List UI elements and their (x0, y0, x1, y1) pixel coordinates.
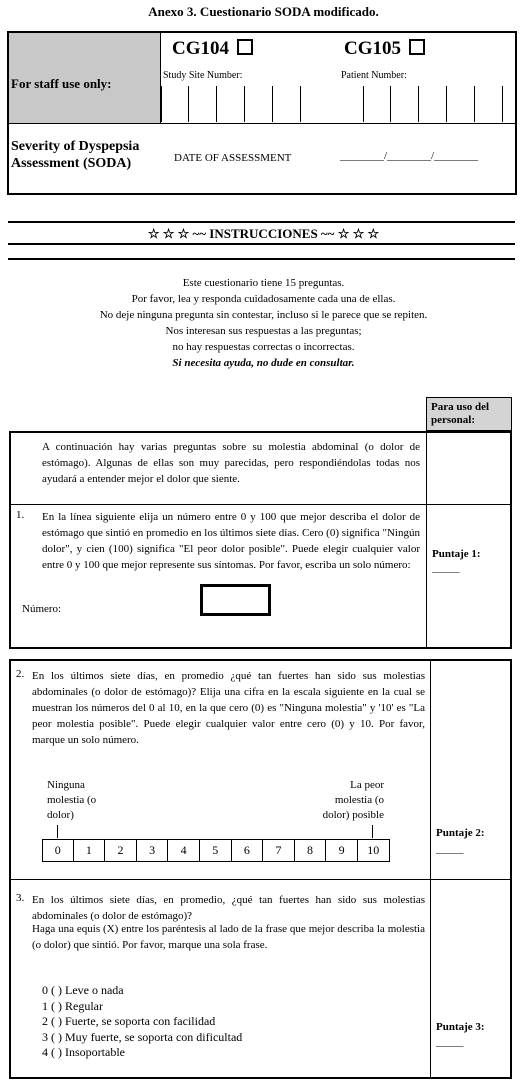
q1-score-blank[interactable]: _____ (432, 562, 460, 574)
patient-number-boxes[interactable] (363, 86, 503, 122)
q2-score-blank[interactable]: _____ (436, 843, 464, 855)
staff-column-line1: Para uso del (431, 401, 490, 413)
checkbox-icon[interactable] (409, 39, 425, 55)
table1-col-divider (426, 431, 427, 649)
q2-right-anchor (300, 778, 384, 823)
intro-text: A continuación hay varias preguntas sobre su molestia abdominal (o dolor de estómago). Algunas de ellas son muy parecidas, pero respondiéndolas todas nos ayudará a entender mejor el dolor que siente. (42, 441, 420, 485)
scale-cell[interactable]: 5 (200, 840, 232, 861)
soda-title (11, 138, 139, 172)
q2-number: 2. (16, 668, 25, 680)
study-code (172, 38, 253, 60)
q3-text: En los últimos siete días, en promedio, ¿qué tan fuertes han sido sus molestias abdominales (o dolor de estómago)? (32, 894, 425, 922)
anchor-line: dolor) posible (322, 809, 384, 821)
table1-row-divider (9, 504, 512, 505)
anchor-line: dolor) (47, 809, 74, 821)
scale-cell[interactable]: 6 (232, 840, 264, 861)
instructions-rule-mid (8, 243, 515, 245)
soda-title-line2: Assessment (SODA) (11, 156, 132, 171)
q3-score-label: Puntaje 3: (436, 1021, 485, 1033)
instructions-title: ☆ ☆ ☆ ~~ INSTRUCCIONES ~~ ☆ ☆ ☆ (147, 226, 380, 241)
scale-cell[interactable]: 3 (137, 840, 169, 861)
instructions-text (0, 275, 527, 371)
patient-number-label: Patient Number: (341, 70, 407, 81)
instruction-line: Si necesita ayuda, no dude en consultar. (172, 357, 355, 369)
patient-code (344, 38, 425, 60)
q1-answer-box[interactable] (200, 584, 271, 616)
q3-score-blank[interactable]: _____ (436, 1036, 464, 1048)
option-item[interactable]: 0 ( ) Leve o nada (42, 983, 124, 997)
q1-text: En la línea siguiente elija un número entre 0 y 100 que mejor describa el dolor de estómago que sintió en promedio en los últimos siete días. Cero (0) significa "Ningún dolor", y cien (100) significa "El peor dolor posible". Puede elegir cualquier valor entre 0 y 100 que mejor represente sus síntomas. Por favor, escriba un solo número: (42, 511, 420, 571)
staff-column-line2: personal: (431, 414, 475, 426)
q1-score-label: Puntaje 1: (432, 548, 481, 560)
caption: Anexo 3. Cuestionario SODA modificado. (148, 4, 379, 19)
instruction-line: No deje ninguna pregunta sin contestar, incluso si le parece que se repiten. (99, 309, 428, 321)
anchor-line: molestia (o (47, 794, 97, 806)
option-item[interactable]: 4 ( ) Insoportable (42, 1045, 125, 1059)
q1-answer-label: Número: (22, 603, 62, 615)
checkbox-icon[interactable] (237, 39, 253, 55)
scale-cell[interactable]: 4 (168, 840, 200, 861)
q2-text: En los últimos siete días, en promedio ¿qué tan fuertes han sido sus molestias abdominales (o dolor de estómago)? Elija una cifra en la escala siguiente en la cual se muestran los números del 0 al 10, en la que cero (0) es "Ninguna molestia" y '10' es "La peor molestia posible". Puede elegir cualquier valor entre cero (0) y 10. Por favor, marque un solo número. (32, 670, 425, 746)
option-item[interactable]: 2 ( ) Fuerte, se soporta con facilidad (42, 1014, 216, 1028)
instruction-line: Por favor, lea y responda cuidadosamente cada una de ellas. (131, 293, 396, 305)
anchor-line: La peor (350, 779, 384, 791)
soda-title-line1: Severity of Dyspepsia (11, 139, 140, 154)
staff-label: For staff use only: (11, 76, 112, 91)
patient-code-text: CG105 (344, 38, 401, 59)
study-code-text: CG104 (172, 38, 229, 59)
scale-tick-right (372, 825, 373, 838)
instruction-line: Nos interesan sus respuestas a las preguntas; (165, 325, 362, 337)
q2-scale (42, 839, 390, 862)
instructions-rule-bottom (8, 258, 515, 260)
option-item[interactable]: 1 ( ) Regular (42, 998, 103, 1013)
instruction-line: Este cuestionario tiene 15 preguntas. (182, 277, 345, 289)
scale-cell[interactable]: 2 (105, 840, 137, 861)
site-number-boxes[interactable] (161, 86, 301, 122)
scale-cell[interactable]: 0 (42, 840, 74, 861)
q3-number: 3. (16, 892, 25, 904)
scale-tick-left (57, 825, 58, 838)
q2-left-anchor (47, 778, 96, 823)
anchor-line: Ninguna (47, 779, 85, 791)
header-divider (9, 123, 515, 124)
table2-col-divider (430, 659, 431, 1079)
instruction-line: no hay respuestas correctas o incorrectas. (172, 341, 355, 353)
q3-text2: Haga una equis (X) entre los paréntesis al lado de la frase que mejor describa la molestia (o dolor) que sintió. Por favor, marque una sola frase. (32, 923, 425, 951)
scale-cell[interactable]: 1 (74, 840, 106, 861)
q3-options (42, 983, 242, 1061)
scale-cell[interactable]: 7 (263, 840, 295, 861)
date-field[interactable]: ________/________/________ (340, 150, 479, 162)
option-item[interactable]: 3 ( ) Muy fuerte, se soporta con dificultad (42, 1029, 243, 1044)
instructions-rule-top (8, 221, 515, 223)
table2-row-divider (9, 879, 512, 880)
anchor-line: molestia (o (334, 794, 384, 806)
scale-cell[interactable]: 9 (326, 840, 358, 861)
q2-score-label: Puntaje 2: (436, 827, 485, 839)
q1-number: 1. (16, 509, 25, 521)
site-label: Study Site Number: (163, 70, 243, 81)
staff-column-header (426, 397, 512, 431)
date-label: DATE OF ASSESSMENT (174, 152, 292, 164)
scale-cell[interactable]: 8 (295, 840, 327, 861)
scale-cell[interactable]: 10 (358, 840, 390, 861)
